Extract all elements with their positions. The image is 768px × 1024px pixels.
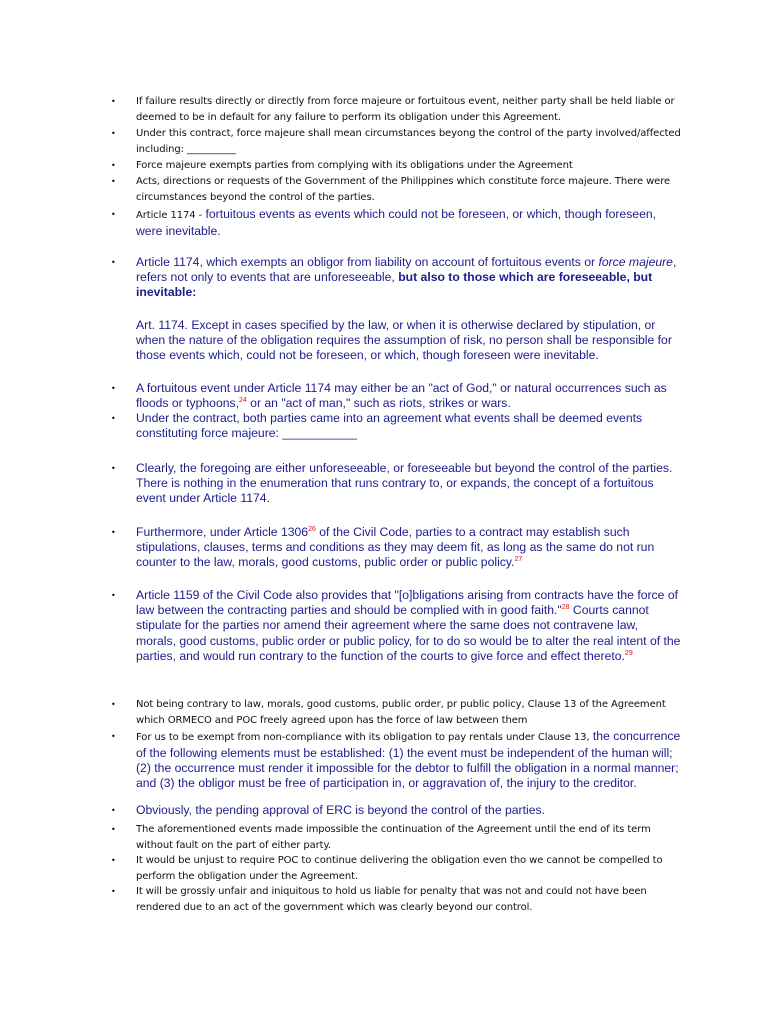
text-run: Courts cannot stipulate for the parties nor amend their agreement where the same does not contravene law, morals, good customs, public order or public policy, for to do so would be to alter the real intent of the parties, and would run contrary to the function of the courts to give force and effect thereto. [136, 603, 681, 663]
bullet: • [111, 528, 116, 537]
paragraph-agreed-events: Under the contract, both parties came into an agreement what events shall be deemed events constituting force majeure: ___________ [136, 411, 643, 441]
bullet: • [111, 887, 116, 896]
article-text: fortuitous events as events which could not be foreseen, or which, though foreseen, were inevitable. [136, 207, 657, 238]
bullet: • [111, 210, 116, 219]
bullet: • [111, 161, 116, 170]
paragraph-clause-13-force-of-law: Not being contrary to law, morals, good customs, public order, pr public policy, Clause 13 of the Agreement which ORMECO and POC freely agreed upon has the force of law between them [136, 699, 666, 726]
paragraph-clearly-foregoing: Clearly, the foregoing are either unforeseeable, or foreseeable but beyond the control of the parties. There is nothing in the enumeration that runs contrary to, or expands, the concept of a fortuitous event under Article 1174. [136, 461, 673, 506]
bullet: • [111, 177, 116, 186]
paragraph-article-1159 [136, 588, 681, 664]
bullet: • [111, 825, 116, 834]
paragraph-exemption-elements [136, 729, 681, 792]
footnote-ref[interactable]: 29 [624, 649, 633, 657]
paragraph-force-majeure-definition: Under this contract, force majeure shall mean circumstances beyong the control of the party involved/affected including: __________ [136, 128, 681, 155]
paragraph-government-acts: Acts, directions or requests of the Government of the Philippines which constitute force majeure. There were circumstances beyond the control of the parties. [136, 176, 671, 203]
footnote-ref[interactable]: 26 [308, 525, 316, 533]
text-run: Furthermore, under Article 1306 [136, 525, 309, 539]
quoted-article-1174: Art. 1174. Except in cases specified by the law, or when it is otherwise declared by stipulation, or when the nature of the obligation requires the assumption of risk, no person shall be responsible for those events which, could not be foreseen, or which, though foreseen were inevitable. [136, 318, 672, 363]
bullet: • [111, 591, 116, 600]
paragraph-article-1174-exempts [136, 255, 681, 301]
paragraph-erc-approval: Obviously, the pending approval of ERC is beyond the control of the parties. [136, 803, 545, 817]
bullet: • [111, 129, 116, 138]
bullet: • [111, 856, 116, 865]
bold-run: but also to those which are foreseeable, but inevitable: [136, 270, 653, 300]
paragraph-fortuitous-event-types [136, 381, 681, 411]
bullet: • [111, 806, 116, 815]
paragraph-events-impossible: The aforementioned events made impossible the continuation of the Agreement until the end of its term without fault on the part of either party. [136, 824, 651, 851]
text-run: Article 1159 of the Civil Code also provides that "[o]bligations arising from contracts have the force of law between the contracting parties and should be complied with in good faith." [136, 588, 678, 618]
text-run: , refers not only to events that are unforeseeable, [136, 255, 677, 285]
footnote-ref[interactable]: 28 [561, 604, 570, 612]
text-run: of the Civil Code, parties to a contract may establish such stipulations, clauses, terms and conditions as they may deem fit, as long as the same do not run counter to the law, morals, good customs, public order or public policy. [136, 525, 655, 570]
bullet: • [111, 258, 116, 267]
article-label: Article 1174 - [136, 210, 203, 221]
paragraph-grossly-unfair: It will be grossly unfair and iniquitous to hold us liable for penalty that was not and could not have been rendered due to an act of the government which was clearly beyond our control. [136, 886, 647, 913]
text-run: Article 1174, which exempts an obligor from liability on account of fortuitous events or [136, 255, 599, 269]
italic-run: force majeure [598, 255, 673, 269]
paragraph-article-1174 [136, 207, 681, 239]
bullet: • [111, 700, 116, 709]
bullet: • [111, 97, 116, 106]
text-run: A fortuitous event under Article 1174 may either be an "act of God," or natural occurrences such as floods or typhoons, [136, 381, 667, 411]
bullet: • [111, 414, 116, 423]
text-run: the concurrence of the following elements must be established: (1) the event must be independent of the human will; (2) the occurrence must render it impossible for the debtor to fulfill the obligation in a normal manner; and (3) the obligor must be free of participation in, or aggravation of, the injury to the creditor. [136, 729, 681, 791]
paragraph-article-1306 [136, 525, 681, 571]
footnote-ref[interactable]: 27 [514, 556, 523, 564]
bullet: • [111, 732, 116, 741]
footnote-ref[interactable]: 24 [238, 397, 247, 405]
bullet: • [111, 384, 116, 393]
paragraph-force-majeure-default: If failure results directly or directly from force majeure or fortuitous event, neither party shall be held liable or deemed to be in default for any failure to perform its obligation under this Agreement. [136, 96, 675, 123]
bullet: • [111, 464, 116, 473]
text-run: or an "act of man," such as riots, strikes or wars. [246, 396, 511, 411]
text-run: For us to be exempt from non-compliance with its obligation to pay rentals under Clause 13, [136, 732, 590, 743]
paragraph-unjust-to-require: It would be unjust to require POC to continue delivering the obligation even tho we cannot be compelled to perform the obligation under the Agreement. [136, 855, 663, 882]
paragraph-force-majeure-exempts: Force majeure exempts parties from complying with its obligations under the Agreement [136, 160, 573, 171]
